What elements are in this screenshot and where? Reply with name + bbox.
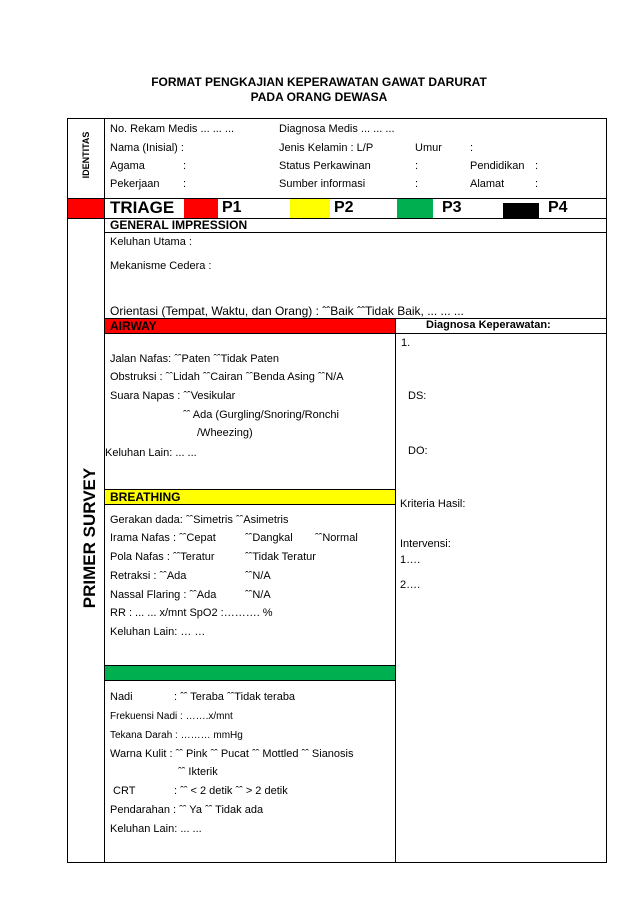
suara-napas-wheezing: /Wheezing) <box>197 427 253 439</box>
triage-red-left <box>68 199 104 218</box>
pekerjaan-label: Pekerjaan <box>110 178 160 190</box>
intervensi-1: 1…. <box>400 554 421 566</box>
sumber-informasi: Sumber informasi <box>279 178 366 190</box>
rr-spo2: RR : ... ... x/mnt SpO2 :………. % <box>110 607 273 619</box>
pola-nafas: Pola Nafas : ˆˆTeratur <box>110 551 215 563</box>
triage-label: TRIAGE <box>110 198 175 217</box>
pendidikan-label: Pendidikan <box>470 160 525 172</box>
nadi-label: Nadi <box>110 691 133 703</box>
circulation-keluhan-lain: Keluhan Lain: ... ... <box>110 823 202 835</box>
general-impression-header: GENERAL IMPRESSION <box>110 218 248 232</box>
warna-kulit: Warna Kulit : ˆˆ Pink ˆˆ Pucat ˆˆ Mottled ˆˆ Sianosis <box>110 748 354 760</box>
suara-napas-ada: ˆˆ Ada (Gurgling/Snoring/Ronchi <box>183 409 339 421</box>
document-title: FORMAT PENGKAJIAN KEPERAWATAN GAWAT DARURAT <box>151 75 487 89</box>
nassal-na: ˆˆN/A <box>245 589 271 601</box>
obstruksi: Obstruksi : ˆˆLidah ˆˆCairan ˆˆBenda Asing ˆˆN/A <box>110 371 344 383</box>
jalan-nafas: Jalan Nafas: ˆˆPaten ˆˆTidak Paten <box>110 353 279 365</box>
frekuensi-nadi: Frekuensi Nadi : …….x/mnt <box>110 711 233 722</box>
intervensi-2: 2…. <box>400 579 421 591</box>
triage-p3: P3 <box>442 199 462 216</box>
diagnosa-do: DO: <box>408 445 428 457</box>
alamat-label: Alamat <box>470 178 505 190</box>
identitas-label: IDENTITAS <box>81 131 91 179</box>
triage-p1-swatch <box>184 199 218 218</box>
triage-p3-swatch <box>397 199 433 218</box>
agama-label: Agama <box>110 160 145 172</box>
document-subtitle: PADA ORANG DEWASA <box>250 90 388 104</box>
diagnosa-item-1: 1. <box>401 337 411 349</box>
airway-header: AIRWAY <box>110 319 157 333</box>
status-colon: : <box>415 160 419 172</box>
gerakan-dada: Gerakan dada: ˆˆSimetris ˆˆAsimetris <box>110 514 289 526</box>
intervensi: Intervensi: <box>400 538 451 550</box>
diagnosa-ds: DS: <box>408 390 427 402</box>
mekanisme-cedera: Mekanisme Cedera : <box>110 260 212 272</box>
primer-survey-label: PRIMER SURVEY <box>80 467 99 609</box>
status-perkawinan: Status Perkawinan <box>279 160 371 172</box>
irama-normal: ˆˆNormal <box>315 532 358 544</box>
triage-p2: P2 <box>334 199 354 216</box>
crt-values: : ˆˆ < 2 detik ˆˆ > 2 detik <box>174 785 288 797</box>
triage-p1: P1 <box>222 199 242 216</box>
triage-p2-swatch <box>290 199 330 218</box>
nama-inisial: Nama (Inisial) : <box>110 142 184 154</box>
pola-tidak-teratur: ˆˆTidak Teratur <box>245 551 316 563</box>
triage-p4: P4 <box>548 199 568 216</box>
irama-nafas: Irama Nafas : ˆˆCepat <box>110 532 216 544</box>
irama-dangkal: ˆˆDangkal <box>245 532 293 544</box>
umur-colon: : <box>470 142 474 154</box>
airway-keluhan-lain: Keluhan Lain: ... ... <box>105 447 197 459</box>
pendarahan: Pendarahan : ˆˆ Ya ˆˆ Tidak ada <box>110 804 264 816</box>
sumber-colon: : <box>415 178 419 190</box>
kriteria-hasil: Kriteria Hasil: <box>400 498 466 510</box>
suara-napas: Suara Napas : ˆˆVesikular <box>110 390 236 402</box>
breathing-keluhan-lain: Keluhan Lain: … … <box>110 626 206 638</box>
circulation-header-bar <box>105 666 395 680</box>
nadi-values: : ˆˆ Teraba ˆˆTidak teraba <box>174 691 296 703</box>
retraksi: Retraksi : ˆˆAda <box>110 570 187 582</box>
orientasi: Orientasi (Tempat, Waktu, dan Orang) : ˆˆBaik ˆˆTidak Baik, ... ... ... <box>110 304 464 318</box>
warna-ikterik: ˆˆ Ikterik <box>178 766 218 778</box>
triage-p4-swatch <box>503 203 539 219</box>
agama-colon: : <box>183 160 187 172</box>
pekerjaan-colon: : <box>183 178 187 190</box>
diagnosa-header: Diagnosa Keperawatan: <box>426 319 551 331</box>
crt-label: CRT <box>113 785 136 797</box>
diagnosa-medis: Diagnosa Medis ... ... ... <box>279 123 395 135</box>
tekanan-darah: Tekana Darah : ……… mmHg <box>110 730 243 741</box>
jenis-kelamin: Jenis Kelamin : L/P <box>279 142 374 154</box>
pendidikan-colon: : <box>535 160 539 172</box>
retraksi-na: ˆˆN/A <box>245 570 271 582</box>
umur-label: Umur <box>415 142 442 154</box>
breathing-header: BREATHING <box>110 490 181 504</box>
keluhan-utama: Keluhan Utama : <box>110 236 192 248</box>
alamat-colon: : <box>535 178 539 190</box>
nassal-flaring: Nassal Flaring : ˆˆAda <box>110 589 217 601</box>
no-rekam-medis: No. Rekam Medis ... ... ... <box>110 123 235 135</box>
